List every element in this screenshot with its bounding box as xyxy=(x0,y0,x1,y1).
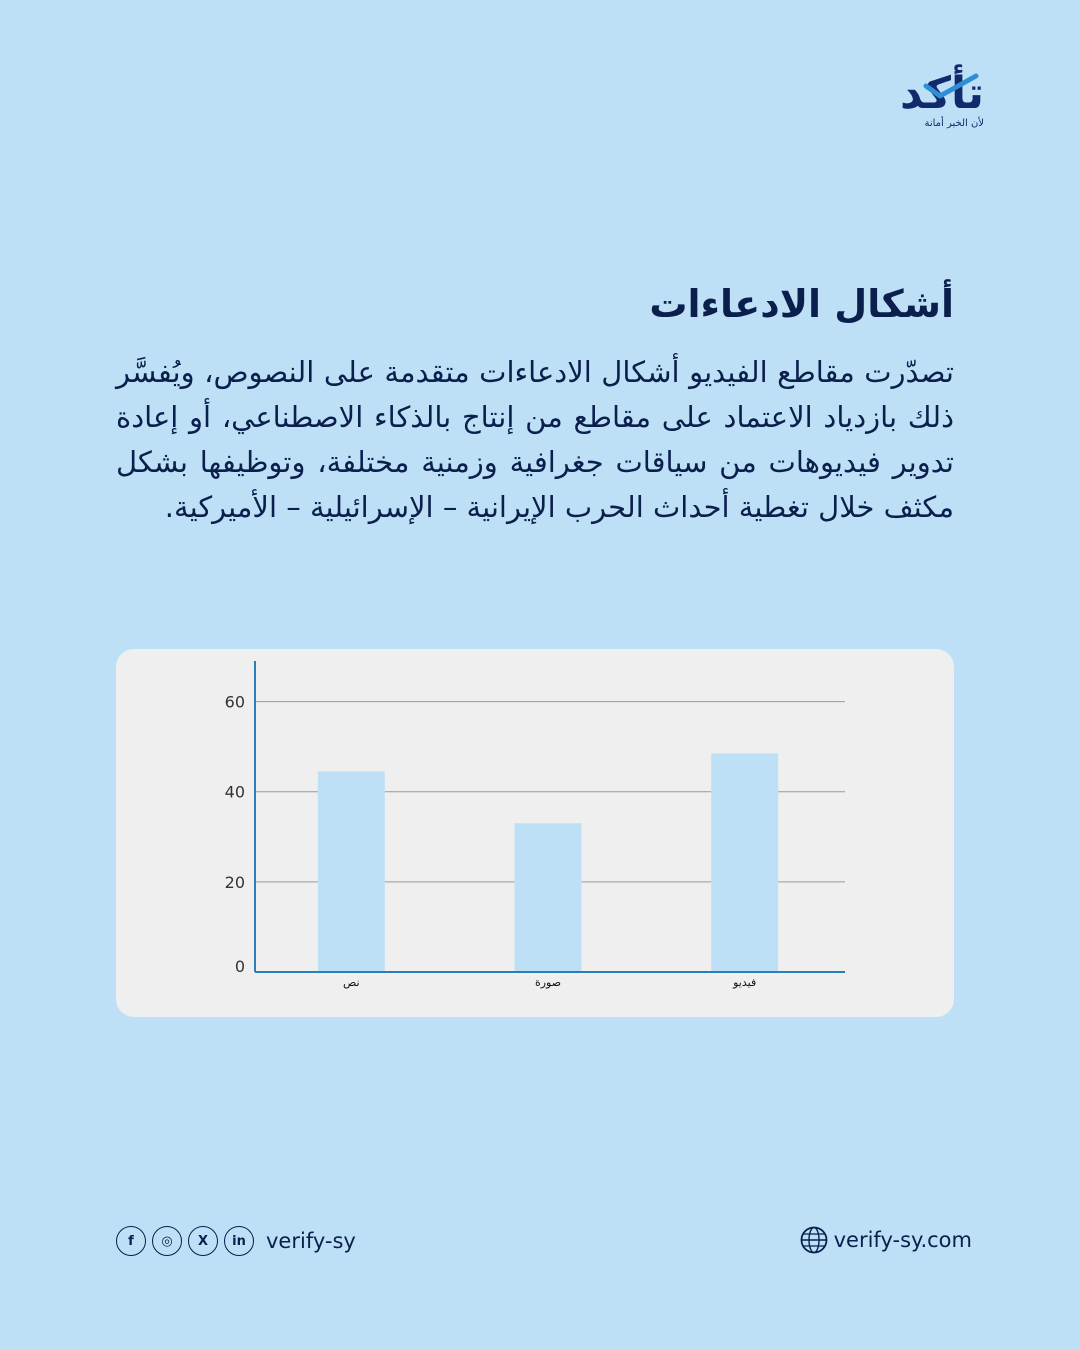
facebook-icon[interactable]: f xyxy=(116,1226,146,1256)
y-tick-label: 40 xyxy=(224,782,245,802)
x-tick-label: نص xyxy=(343,976,360,989)
globe-icon xyxy=(800,1226,828,1254)
instagram-icon[interactable]: ◎ xyxy=(152,1226,182,1256)
chart-card xyxy=(116,649,954,1017)
body-paragraph: تصدّرت مقاطع الفيديو أشكال الادعاءات متقدمة على النصوص، ويُفسَّر ذلك بازدياد الاعتماد على مقاطع من إنتاج بالذكاء الاصطناعي، أو إعادة تدوير فيديوهات من سياقات جغرافية وزمنية مختلفة، وتوظيفها بشكل مكثف خلال تغطية أحداث الحرب الإيرانية – الإسرائيلية – الأميركية. xyxy=(116,355,954,524)
x-icon[interactable]: X xyxy=(188,1226,218,1256)
bar xyxy=(515,823,582,972)
footer xyxy=(116,1226,972,1262)
linkedin-icon[interactable]: in xyxy=(224,1226,254,1256)
social-handle[interactable]: verify-sy xyxy=(266,1229,356,1253)
bar-chart xyxy=(116,649,954,1017)
logo-text: تأكد xyxy=(899,68,984,119)
page-title: أشكال الادعاءات xyxy=(649,282,954,326)
brand-logo xyxy=(894,68,984,148)
x-tick-label: صورة xyxy=(534,976,562,989)
y-tick-label: 60 xyxy=(224,692,245,712)
website-url[interactable]: verify-sy.com xyxy=(833,1228,972,1252)
y-tick-label: 20 xyxy=(224,872,245,892)
social-links xyxy=(116,1226,356,1256)
y-tick-label: 0 xyxy=(234,957,245,976)
x-tick-label: فيديو xyxy=(733,976,757,989)
bar xyxy=(711,753,778,972)
bar xyxy=(318,771,385,972)
checkmark-icon xyxy=(922,72,980,102)
website-link[interactable] xyxy=(800,1226,972,1254)
logo-tagline: لأن الخبر أمانة xyxy=(924,118,984,129)
